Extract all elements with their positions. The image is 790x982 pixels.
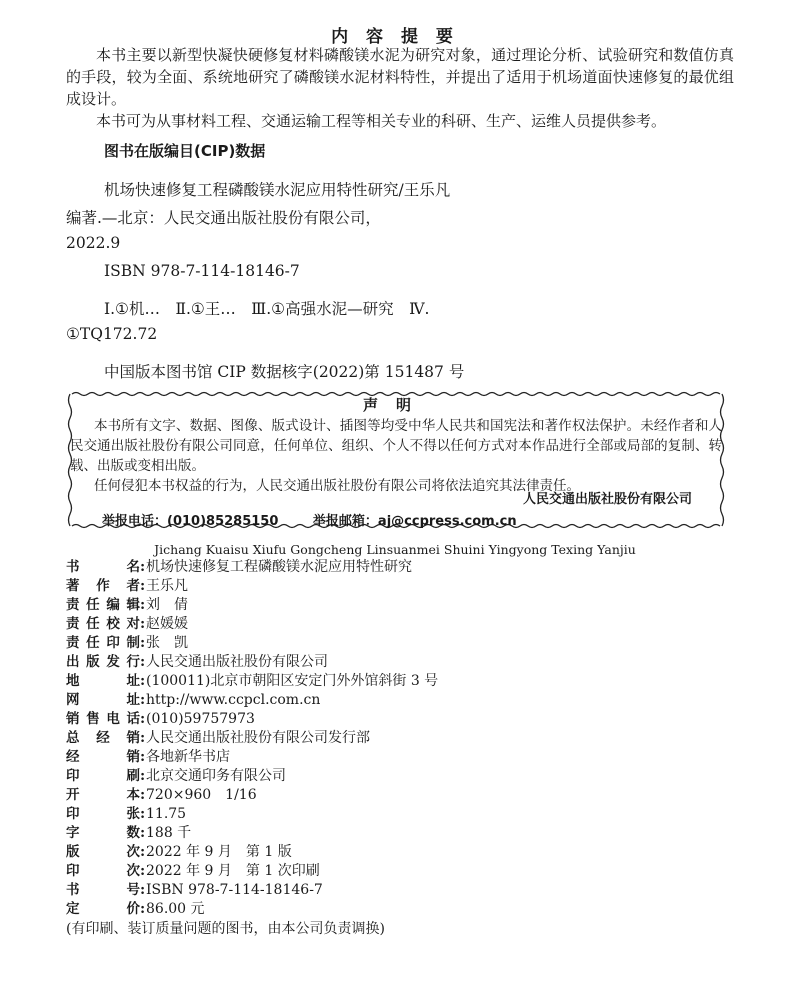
info-row: 销售电话 : (010)59757973 (66, 711, 255, 727)
info-value: 11.75 (146, 806, 187, 822)
info-row: 出版发行 : 人民交通出版社股份有限公司 (66, 654, 328, 670)
info-row: 印张 : 11.75 (66, 806, 187, 822)
info-value: 赵媛媛 (146, 616, 188, 632)
declaration-publisher: 人民交通出版社股份有限公司 (522, 492, 692, 507)
info-row: 版次 : 2022 年 9 月 第 1 版 (66, 844, 292, 860)
report-email: 举报邮箱：aj@ccpress.com.cn (312, 514, 517, 529)
info-key: 总经销 (66, 730, 140, 746)
cip-heading: 图书在版编目(CIP)数据 (104, 142, 266, 160)
info-value: 王乐凡 (146, 578, 188, 594)
info-key: 经销 (66, 749, 140, 765)
report-phone: 举报电话：(010)85285150 (102, 514, 279, 529)
summary-title: 内 容 提 要 (331, 27, 459, 47)
info-value: (010)59757973 (146, 711, 255, 727)
info-row: 责任编辑 : 刘 倩 (66, 597, 188, 613)
info-row: 字数 : 188 千 (66, 825, 192, 841)
info-value: (100011)北京市朝阳区安定门外外馆斜街 3 号 (146, 673, 439, 689)
info-key: 印刷 (66, 768, 140, 784)
info-row: 责任印制 : 张 凯 (66, 635, 188, 651)
declaration-box (66, 390, 726, 530)
declaration-body-2: 任何侵犯本书权益的行为，人民交通出版社股份有限公司将依法追究其法律责任。 (94, 478, 580, 494)
cip-line-5: Ⅰ.①机… Ⅱ.①王… Ⅲ.①高强水泥—研究 Ⅳ. (104, 300, 430, 318)
report-contacts (102, 510, 517, 529)
info-key: 销售电话 (66, 711, 140, 727)
info-row: 著作者 : 王乐凡 (66, 578, 188, 594)
summary-paragraph-2: 本书可为从事材料工程、交通运输工程等相关专业的科研、生产、运维人员提供参考。 (96, 112, 667, 130)
cip-line-4: ISBN 978-7-114-18146-7 (104, 262, 300, 280)
info-row: 责任校对 : 赵媛媛 (66, 616, 188, 632)
cip-line-1: 机场快速修复工程磷酸镁水泥应用特性研究/王乐凡 (104, 181, 451, 199)
info-value: 机场快速修复工程磷酸镁水泥应用特性研究 (146, 559, 412, 575)
info-key: 出版发行 (66, 654, 140, 670)
info-key: 责任编辑 (66, 597, 140, 613)
quality-notice: (有印刷、装订质量问题的图书，由本公司负责调换) (66, 921, 385, 937)
info-key: 书名 (66, 559, 140, 575)
info-row: 定价 : 86.00 元 (66, 901, 205, 917)
info-key: 版次 (66, 844, 140, 860)
info-key: 书号 (66, 882, 140, 898)
info-row: 书号 : ISBN 978-7-114-18146-7 (66, 882, 323, 898)
info-row: 总经销 : 人民交通出版社股份有限公司发行部 (66, 730, 370, 746)
info-value: 2022 年 9 月 第 1 版 (146, 844, 292, 860)
info-value: 北京交通印务有限公司 (146, 768, 286, 784)
info-value: 张 凯 (146, 635, 188, 651)
info-key: 责任校对 (66, 616, 140, 632)
pinyin-title: Jichang Kuaisu Xiufu Gongcheng Linsuanmei Shuini Yingyong Texing Yanjiu (154, 542, 636, 557)
info-key: 责任印制 (66, 635, 140, 651)
info-row: 书名 : 机场快速修复工程磷酸镁水泥应用特性研究 (66, 559, 412, 575)
info-value: 各地新华书店 (146, 749, 230, 765)
info-key: 著作者 (66, 578, 140, 594)
info-row: 网址 : http://www.ccpcl.com.cn (66, 692, 321, 708)
info-value: 720×960 1/16 (146, 787, 257, 803)
info-row: 地址 : (100011)北京市朝阳区安定门外外馆斜街 3 号 (66, 673, 439, 689)
info-row: 印次 : 2022 年 9 月 第 1 次印刷 (66, 863, 320, 879)
info-key: 字数 (66, 825, 140, 841)
info-key: 网址 (66, 692, 140, 708)
info-value: http://www.ccpcl.com.cn (146, 692, 321, 708)
cip-line-2: 编著.—北京：人民交通出版社股份有限公司， (66, 209, 381, 227)
info-key: 印张 (66, 806, 140, 822)
info-value: 188 千 (146, 825, 192, 841)
info-key: 开本 (66, 787, 140, 803)
summary-paragraph-1: 本书主要以新型快凝快硬修复材料磷酸镁水泥为研究对象，通过理论分析、试验研究和数值仿真的手段，较为全面、系统地研究了磷酸镁水泥材料特性，并提出了适用于机场道面快速修复的最优组成设计。 (66, 46, 734, 108)
declaration-title: 声明 (362, 396, 429, 414)
cip-line-3: 2022.9 (66, 234, 121, 252)
info-key: 地址 (66, 673, 140, 689)
info-key: 定价 (66, 901, 140, 917)
publication-info (66, 558, 666, 919)
declaration-body-1: 本书所有文字、数据、图像、版式设计、插图等均受中华人民共和国宪法和著作权法保护。未经作者和人民交通出版社股份有限公司同意，任何单位、组织、个人不得以任何方式对本作品进行全部或局部的复制、转载、出版或变相出版。 (70, 418, 722, 474)
cip-line-6: ①TQ172.72 (66, 325, 158, 343)
info-key: 印次 (66, 863, 140, 879)
info-value: 刘 倩 (146, 597, 188, 613)
cip-line-7: 中国版本图书馆 CIP 数据核字(2022)第 151487 号 (104, 363, 465, 381)
info-value: ISBN 978-7-114-18146-7 (146, 882, 323, 898)
info-value: 人民交通出版社股份有限公司 (146, 654, 328, 670)
info-value: 86.00 元 (146, 901, 205, 917)
info-row: 经销 : 各地新华书店 (66, 749, 230, 765)
info-value: 人民交通出版社股份有限公司发行部 (146, 730, 370, 746)
info-value: 2022 年 9 月 第 1 次印刷 (146, 863, 320, 879)
info-row: 开本 : 720×960 1/16 (66, 787, 257, 803)
info-row: 印刷 : 北京交通印务有限公司 (66, 768, 286, 784)
